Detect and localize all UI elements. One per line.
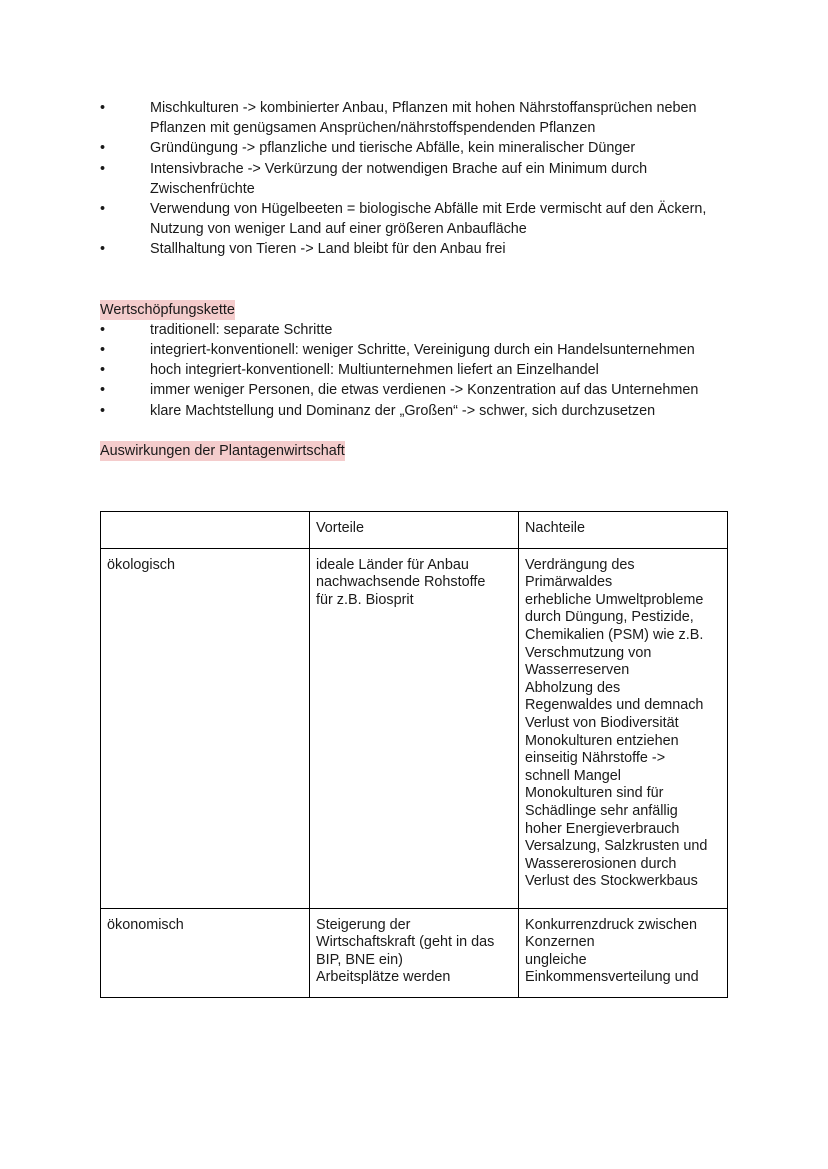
cell-line: Abholzung des xyxy=(525,679,621,696)
table-row xyxy=(101,908,728,997)
section-heading: Wertschöpfungskette xyxy=(100,300,235,320)
list-item: • traditionell: separate Schritte xyxy=(100,320,730,340)
document-body xyxy=(100,98,730,998)
cell-line: Chemikalien (PSM) wie z.B. xyxy=(525,627,704,644)
cell-line: Verdrängung des xyxy=(525,556,635,573)
bullet-icon: • xyxy=(100,100,106,116)
section-wertschoepfungskette xyxy=(100,300,730,421)
bullet-icon: • xyxy=(100,160,106,177)
bullet-icon: • xyxy=(100,402,106,419)
table-row xyxy=(101,548,728,908)
cell-line: Verlust von Biodiversität xyxy=(525,714,679,731)
cell-line: durch Düngung, Pestizide, xyxy=(525,609,694,626)
list-item: • klare Machtstellung und Dominanz der „Großen“ -> schwer, sich durchzusetzen xyxy=(100,401,730,421)
cell-line: nachwachsende Rohstoffe xyxy=(316,574,486,591)
list-item: • hoch integriert-konventionell: Multiunternehmen liefert an Einzelhandel xyxy=(100,360,730,380)
row-label: ökonomisch xyxy=(101,908,310,997)
list-measures xyxy=(100,98,730,260)
cell-line: Verlust des Stockwerkbaus xyxy=(525,873,698,890)
cell-line: für z.B. Biosprit xyxy=(316,591,414,608)
cell-line: Primärwaldes xyxy=(525,574,613,591)
cell-line: Monokulturen sind für xyxy=(525,785,664,802)
cell-line: Konzernen xyxy=(525,934,595,951)
cell-line: ideale Länder für Anbau xyxy=(316,556,469,573)
table-header-cell: Nachteile xyxy=(519,512,728,549)
cell-line: Verschmutzung von xyxy=(525,644,652,661)
cell-line: Schädlinge sehr anfällig xyxy=(525,802,678,819)
list-item: • Mischkulturen -> kombinierter Anbau, Pflanzen mit hohen Nährstoffansprüchen neben Pflanzen mit genügsamen Ansprüchen/nährstoffspendenden Pflanzen xyxy=(100,100,697,137)
vorteile-cell xyxy=(310,548,519,908)
cell-line: Wasserreserven xyxy=(525,662,630,679)
cell-line: BIP, BNE ein) xyxy=(316,951,403,968)
cell-line: schnell Mangel xyxy=(525,767,621,784)
table-header-cell xyxy=(101,512,310,549)
cell-line: Versalzung, Salzkrusten und xyxy=(525,838,708,855)
cell-line: hoher Energieverbrauch xyxy=(525,820,680,837)
list-item: • Gründüngung -> pflanzliche und tierische Abfälle, kein mineralischer Dünger xyxy=(100,138,730,158)
list-item: • Intensivbrache -> Verkürzung der notwendigen Brache auf ein Minimum durch Zwischenfrüchte xyxy=(100,160,648,197)
bullet-icon: • xyxy=(100,321,106,338)
bullet-icon: • xyxy=(100,140,106,157)
list-item: • integriert-konventionell: weniger Schritte, Vereinigung durch ein Handelsunternehmen xyxy=(100,340,730,360)
table-header-cell: Vorteile xyxy=(310,512,519,549)
section-heading: Auswirkungen der Plantagenwirtschaft xyxy=(100,441,345,461)
cell-line: Regenwaldes und demnach xyxy=(525,697,704,714)
cell-line: Wirtschaftskraft (geht in das xyxy=(316,934,495,951)
list-item: • Verwendung von Hügelbeeten = biologische Abfälle mit Erde vermischt auf den Äckern, Nutzung von weniger Land auf einer größeren Anbaufläche xyxy=(100,201,707,238)
cell-line: erhebliche Umweltprobleme xyxy=(525,591,704,608)
cell-line: Steigerung der xyxy=(316,916,411,933)
bullet-icon: • xyxy=(100,362,106,379)
list-item: • Stallhaltung von Tieren -> Land bleibt für den Anbau frei xyxy=(100,239,730,259)
cell-line: Konkurrenzdruck zwischen xyxy=(525,916,697,933)
bullet-icon: • xyxy=(100,201,106,218)
cell-line: ungleiche xyxy=(525,951,587,968)
bullet-icon: • xyxy=(100,342,106,359)
impact-table xyxy=(100,511,728,998)
cell-line: Arbeitsplätze werden xyxy=(316,969,451,986)
cell-line: Monokulturen entziehen xyxy=(525,732,679,749)
list-item: • immer weniger Personen, die etwas verdienen -> Konzentration auf das Unternehmen xyxy=(100,380,730,400)
cell-line: einseitig Nährstoffe -> xyxy=(525,750,666,767)
vorteile-cell xyxy=(310,908,519,997)
bullet-icon: • xyxy=(100,241,106,258)
cell-line: Wassererosionen durch xyxy=(525,855,677,872)
bullet-icon: • xyxy=(100,382,106,399)
cell-line: Einkommensverteilung und xyxy=(525,969,699,986)
nachteile-cell xyxy=(519,548,728,908)
row-label: ökologisch xyxy=(101,548,310,908)
table-header-row xyxy=(101,512,728,549)
nachteile-cell xyxy=(519,908,728,997)
